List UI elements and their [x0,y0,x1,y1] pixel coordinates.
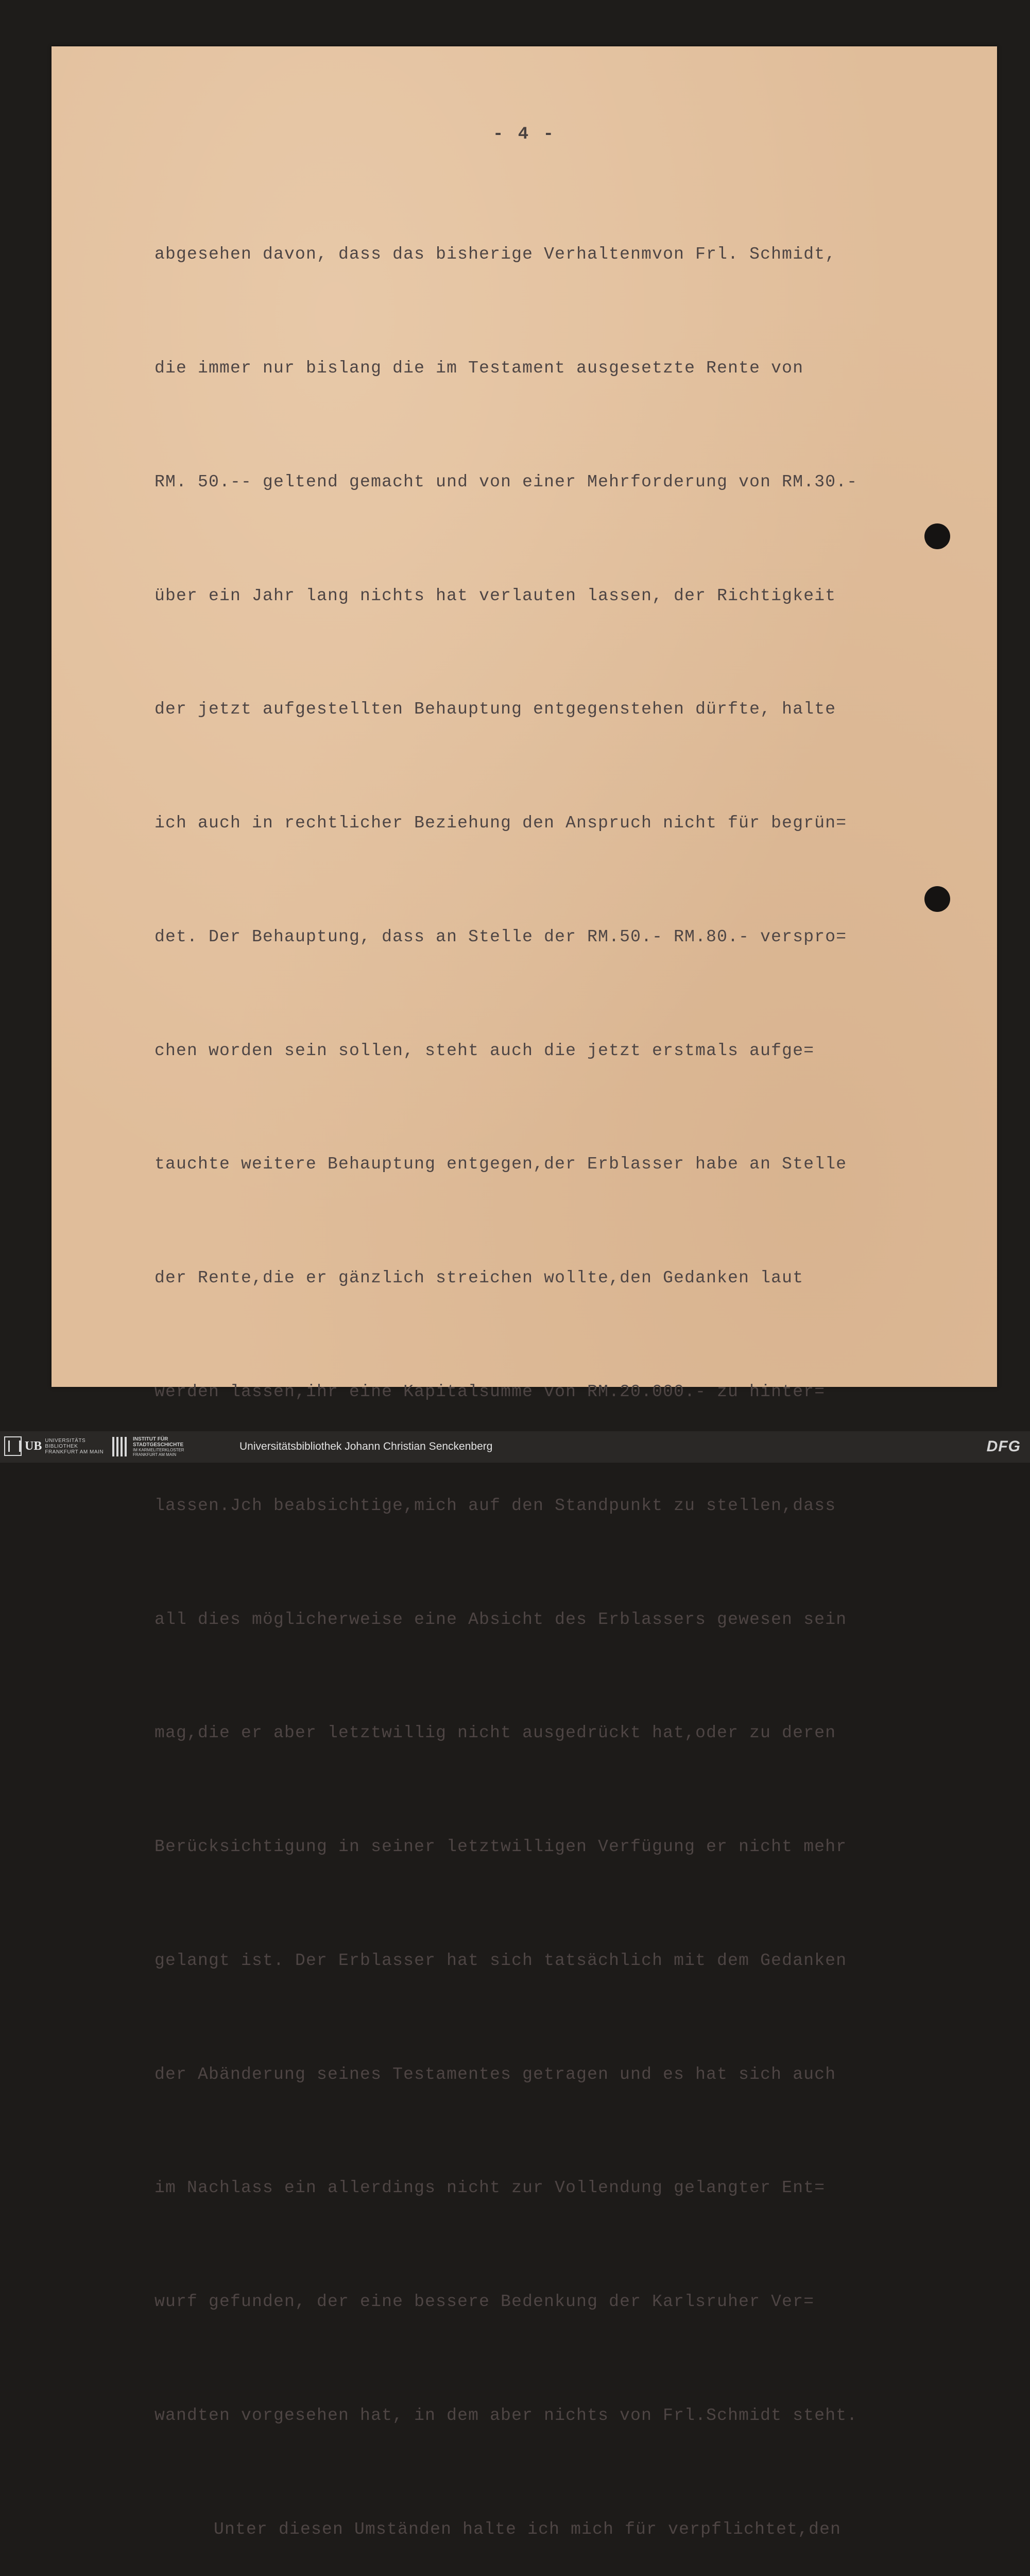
ub-logo [4,1436,104,1456]
ub-logo-icon [4,1436,22,1456]
typewritten-text [154,160,978,2576]
text-line: mag,die er aber letztwillig nicht ausgedrückt hat,oder zu deren [154,1723,836,1743]
ub-word-line: UNIVERSITÄTS [45,1437,86,1444]
text-line: all dies möglicherweise eine Absicht des Erblassers gewesen sein [154,1609,847,1629]
text-line: der Rente,die er gänzlich streichen wollte,den Gedanken laut [154,1268,804,1288]
text-line: tauchte weitere Behauptung entgegen,der Erblasser habe an Stelle [154,1155,847,1174]
text-line: wurf gefunden, der eine bessere Bedenkung der Karlsruher Ver= [154,2292,815,2312]
ub-letters: UB [25,1439,42,1453]
ub-word-line: FRANKFURT AM MAIN [45,1449,104,1455]
dfg-logo: DFG [986,1438,1021,1455]
institute-words [133,1436,184,1457]
text-line: werden lassen,ihr eine Kapitalsumme von RM.20.000.- zu hinter= [154,1382,826,1401]
text-line: Berücksichtigung in seiner letztwilligen Verfügung er nicht mehr [154,1837,847,1857]
footer-bar [0,1431,1030,1463]
text-line: abgesehen davon, dass das bisherige Verhaltenmvon Frl. Schmidt, [154,245,836,264]
ub-word-line: BIBLIOTHEK [45,1443,78,1449]
institute-word-line: IM KARMELITERKLOSTER [133,1448,184,1452]
paragraph-start-line: Unter diesen Umständen halte ich mich für verpflichtet,den [214,2519,842,2539]
text-line: det. Der Behauptung, dass an Stelle der RM.50.- RM.80.- verspro= [154,927,847,946]
text-line: der jetzt aufgestellten Behauptung entgegenstehen dürfte, halte [154,700,836,719]
text-line: ich auch in rechtlicher Beziehung den Anspruch nicht für begrün= [154,814,847,833]
page-number: - 4 - [492,125,556,144]
punch-hole [924,886,950,912]
institute-word-line: STADTGESCHICHTE [133,1442,184,1448]
institute-logo-icon [112,1437,129,1456]
text-line: chen worden sein sollen, steht auch die jetzt erstmals aufge= [154,1041,815,1060]
text-line: über ein Jahr lang nichts hat verlauten lassen, der Richtigkeit [154,586,836,605]
text-line: wandten vorgesehen hat, in dem aber nichts von Frl.Schmidt steht. [154,2406,858,2426]
text-line: die immer nur bislang die im Testament ausgesetzte Rente von [154,358,804,378]
text-line: der Abänderung seines Testamentes getragen und es hat sich auch [154,2064,836,2084]
text-line: lassen.Jch beabsichtige,mich auf den Standpunkt zu stellen,dass [154,1496,836,1515]
text-line: RM. 50.-- geltend gemacht und von einer Mehrforderung von RM.30.- [154,472,858,492]
library-caption: Universitätsbibliothek Johann Christian Senckenberg [239,1440,493,1452]
ub-words [45,1438,104,1455]
text-line: im Nachlass ein allerdings nicht zur Vollendung gelangter Ent= [154,2178,826,2198]
institute-logo [112,1436,184,1457]
text-line: gelangt ist. Der Erblasser hat sich tatsächlich mit dem Gedanken [154,1951,847,1970]
institute-word-line: FRANKFURT AM MAIN [133,1452,177,1457]
punch-hole [924,523,950,549]
institute-word-line: INSTITUT FÜR [133,1436,168,1442]
